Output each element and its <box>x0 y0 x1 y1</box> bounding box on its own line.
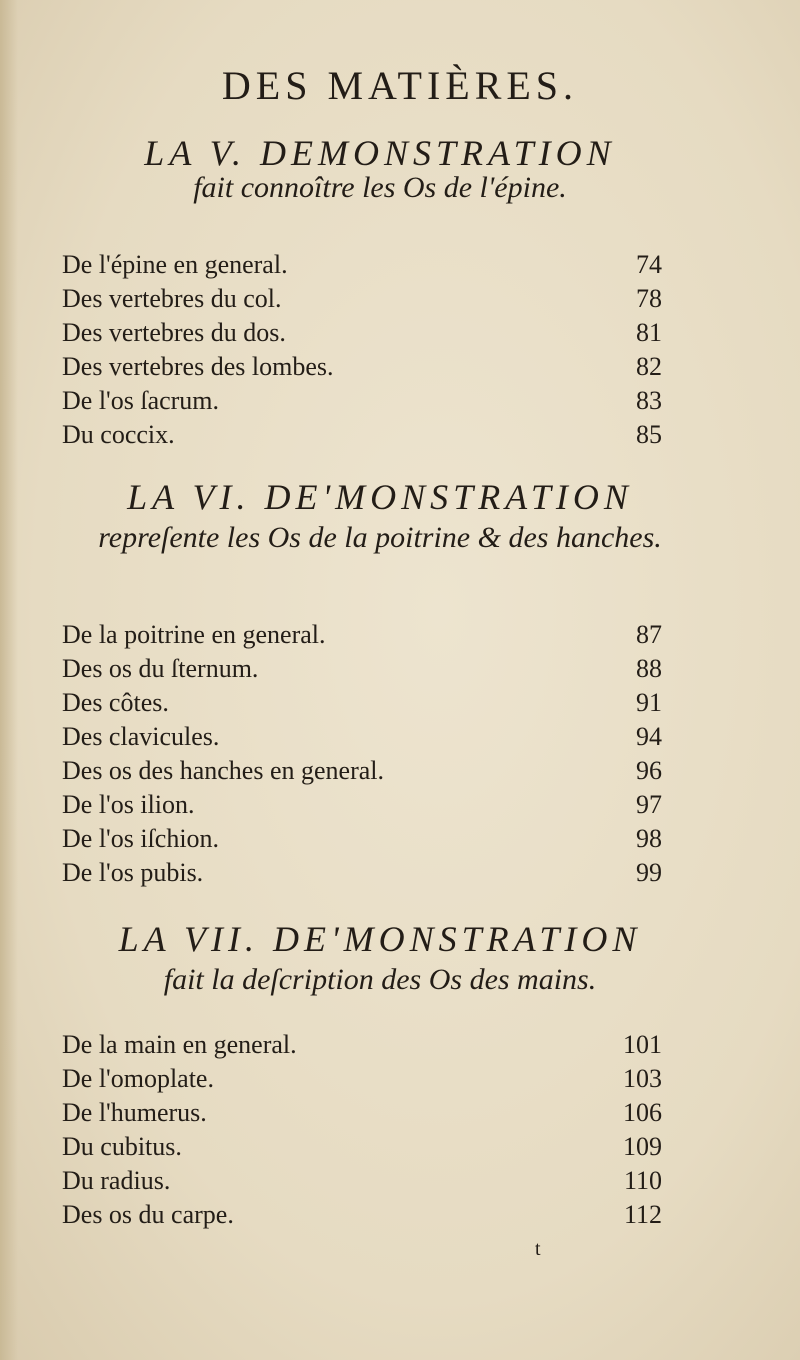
toc-entry <box>62 420 662 454</box>
toc-entry <box>62 1132 662 1166</box>
toc-entry-page: 87 <box>636 620 662 649</box>
toc-entry-page: 98 <box>636 824 662 853</box>
toc-entry-page: 99 <box>636 858 662 887</box>
toc-entry-page: 85 <box>636 420 662 449</box>
toc-entry-label: De l'os iſchion. <box>62 824 220 853</box>
toc-entry-page: 96 <box>636 756 662 785</box>
toc-entry-label: Des côtes. <box>62 688 169 717</box>
toc-entry-page: 97 <box>636 790 662 819</box>
toc-entry-page: 103 <box>623 1064 662 1093</box>
toc-entry-label: De l'os ilion. <box>62 790 195 819</box>
toc-entry-label: Des clavicules. <box>62 722 220 751</box>
section-7-subtitle: fait la deſcription des Os des mains. <box>163 963 597 996</box>
toc-entry-page: 110 <box>623 1166 662 1195</box>
toc-entry-label: Des vertebres des lombes. <box>62 352 334 381</box>
toc-entry-label: Des vertebres du dos. <box>62 318 286 347</box>
toc-entry-label: De l'os ſacrum. <box>62 386 220 415</box>
toc-entry-label: De l'épine en general. <box>62 250 288 279</box>
toc-entry-page: 81 <box>636 318 662 347</box>
toc-entry <box>62 352 662 386</box>
toc-entry <box>62 1064 662 1098</box>
toc-entry <box>62 620 662 654</box>
toc-entry-page: 74 <box>636 250 662 279</box>
folio-mark: t <box>535 1238 541 1260</box>
toc-entry <box>62 654 662 688</box>
toc-entry <box>62 824 662 858</box>
toc-entry-page: 101 <box>623 1030 662 1059</box>
toc-entry-label: De la main en general. <box>62 1030 297 1059</box>
toc-entry <box>62 250 662 284</box>
toc-entry <box>62 1166 662 1200</box>
toc-entry-page: 82 <box>636 352 662 381</box>
running-head: DES MATIÈRES. <box>221 63 579 108</box>
toc-entry-page: 78 <box>636 284 662 313</box>
section-7-title: LA VII. DE'MONSTRATION <box>118 919 642 959</box>
toc-entry-label: De l'os pubis. <box>62 858 204 887</box>
section-6-title: LA VI. DE'MONSTRATION <box>127 477 633 517</box>
toc-entry-label: Des os du carpe. <box>62 1200 234 1229</box>
toc-entry <box>62 722 662 756</box>
toc-entry-label: De l'humerus. <box>62 1098 207 1127</box>
toc-entry-label: Du coccix. <box>62 420 175 449</box>
toc-entry-label: Des os du ſternum. <box>62 654 259 683</box>
section-5-title: LA V. DEMONSTRATION <box>144 133 616 173</box>
toc-entry-page: 83 <box>636 386 662 415</box>
toc-entry-label: Du cubitus. <box>62 1132 182 1161</box>
toc-entry-page: 106 <box>623 1098 662 1127</box>
section-5-subtitle: fait connoître les Os de l'épine. <box>193 171 567 204</box>
toc-entry <box>62 1200 662 1234</box>
toc-entry-page: 109 <box>623 1132 662 1161</box>
toc-entry <box>62 1098 662 1132</box>
toc-entry <box>62 858 662 892</box>
toc-entry-page: 112 <box>623 1200 662 1229</box>
toc-entry-page: 88 <box>636 654 662 683</box>
toc-entry-label: Du radius. <box>62 1166 171 1195</box>
toc-entry <box>62 318 662 352</box>
toc-entry-page: 91 <box>636 688 662 717</box>
toc-entry <box>62 790 662 824</box>
toc-entry-label: Des os des hanches en general. <box>62 756 384 785</box>
page-gutter-shadow <box>0 0 18 1360</box>
toc-entry <box>62 1030 662 1064</box>
toc-entry <box>62 386 662 420</box>
toc-entry <box>62 284 662 318</box>
toc-entry-label: Des vertebres du col. <box>62 284 282 313</box>
toc-entry <box>62 688 662 722</box>
section-6-subtitle: repreſente les Os de la poitrine & des hanches. <box>98 521 662 554</box>
toc-entry-label: De la poitrine en general. <box>62 620 326 649</box>
toc-entry-page: 94 <box>636 722 662 751</box>
toc-entry-label: De l'omoplate. <box>62 1064 214 1093</box>
toc-entry <box>62 756 662 790</box>
